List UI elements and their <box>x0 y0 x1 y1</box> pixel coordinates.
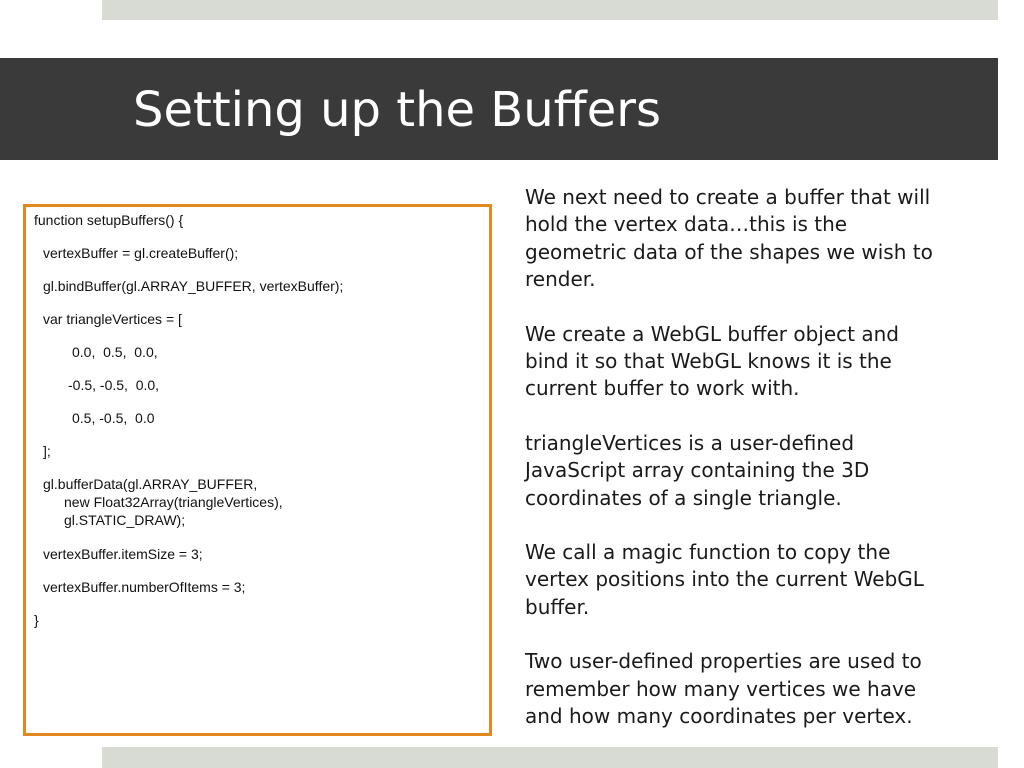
code-line-vertex-1: 0.0, 0.5, 0.0, <box>72 344 158 360</box>
code-line-number-of-items: vertexBuffer.numberOfItems = 3; <box>43 579 246 595</box>
code-line-array-close: ]; <box>43 443 51 459</box>
paragraph-create-bind: We create a WebGL buffer object and bind it so that WebGL knows it is the current buffer to work with. <box>525 321 899 401</box>
code-line-vertex-2: -0.5, -0.5, 0.0, <box>68 377 160 393</box>
description-text <box>525 184 995 758</box>
code-line-create-buffer: vertexBuffer = gl.createBuffer(); <box>43 245 239 261</box>
code-line-buffer-data: gl.bufferData(gl.ARRAY_BUFFER, <box>43 476 258 492</box>
paragraph-buffer-intro: We next need to create a buffer that will hold the vertex data…this is the geometric data of the shapes we wish to render. <box>525 185 933 292</box>
code-line-float32-array: new Float32Array(triangleVertices), <box>64 494 283 510</box>
code-line-static-draw: gl.STATIC_DRAW); <box>64 512 186 528</box>
paragraph-properties: Two user-defined properties are used to remember how many vertices we have and how many coordinates per vertex. <box>525 649 922 729</box>
paragraph-triangle-vertices: triangleVertices is a user-defined JavaScript array containing the 3D coordinates of a single triangle. <box>525 430 870 510</box>
paragraph-copy-function: We call a magic function to copy the vertex positions into the current WebGL buffer. <box>525 540 924 619</box>
bottom-decorative-bar <box>102 747 998 768</box>
code-line-item-size: vertexBuffer.itemSize = 3; <box>43 546 203 562</box>
top-decorative-bar <box>102 0 998 20</box>
code-line-vertex-3: 0.5, -0.5, 0.0 <box>72 410 155 426</box>
slide-title: Setting up the Buffers <box>133 82 661 138</box>
code-line-function-close: } <box>34 612 39 628</box>
code-line-function-header: function setupBuffers() { <box>34 212 184 228</box>
code-line-bind-buffer: gl.bindBuffer(gl.ARRAY_BUFFER, vertexBuffer); <box>43 278 344 294</box>
code-line-vertices-declaration: var triangleVertices = [ <box>43 311 182 327</box>
